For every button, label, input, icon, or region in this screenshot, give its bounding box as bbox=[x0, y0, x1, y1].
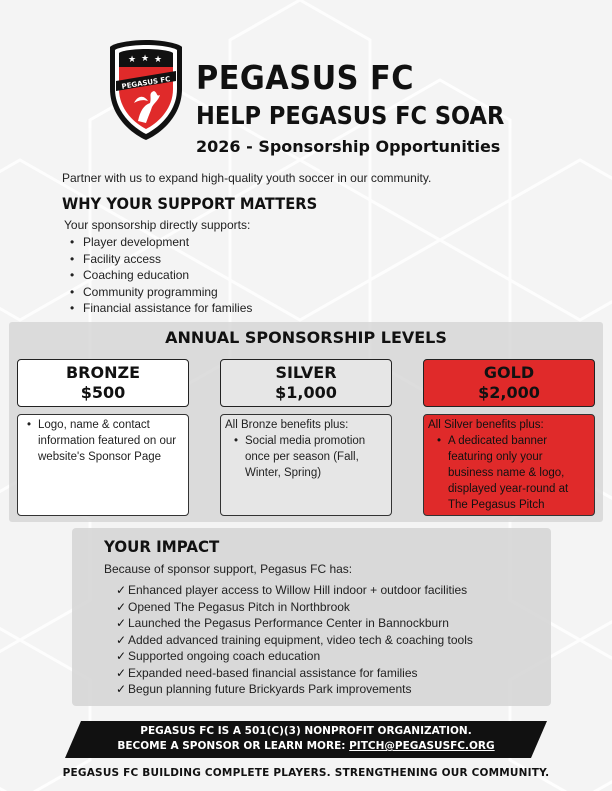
impact-section-lead: Because of sponsor support, Pegasus FC has: bbox=[104, 562, 353, 576]
intro-text: Partner with us to expand high-quality youth soccer in our community. bbox=[62, 171, 432, 185]
impact-list bbox=[116, 582, 473, 698]
list-item: • Social media promotion once per season (Fall, Winter, Spring) bbox=[231, 433, 387, 481]
page-headline: HELP PEGASUS FC SOAR bbox=[196, 101, 505, 130]
club-name: PEGASUS FC bbox=[196, 58, 414, 97]
list-item: ✓ Expanded need-based financial assistance for families bbox=[116, 665, 418, 680]
svg-text:★: ★ bbox=[128, 55, 137, 65]
nonprofit-banner-text bbox=[65, 724, 547, 754]
gold-benefits-lead: All Silver benefits plus: bbox=[428, 419, 544, 431]
bronze-tier-benefits bbox=[17, 414, 189, 516]
gold-tier-card bbox=[423, 359, 595, 407]
nonprofit-statement: PEGASUS FC IS A 501(C)(3) NONPROFIT ORGANIZATION. bbox=[140, 725, 472, 737]
list-item: • Coaching education bbox=[70, 267, 252, 284]
why-section-lead: Your sponsorship directly supports: bbox=[64, 218, 251, 232]
list-item: • Financial assistance for families bbox=[70, 300, 252, 317]
contact-line: BECOME A SPONSOR OR LEARN MORE: PITCH@PEGASUSFC.ORG bbox=[117, 740, 495, 752]
list-item: • A dedicated banner featuring only your business name & logo, displayed year-round at The Pegasus Pitch bbox=[434, 433, 590, 513]
pegasus-fc-crest-logo bbox=[108, 37, 184, 143]
silver-tier-price: $1,000 bbox=[275, 383, 337, 402]
list-item: • Player development bbox=[70, 234, 252, 251]
gold-tier-price: $2,000 bbox=[478, 383, 540, 402]
bronze-tier-card bbox=[17, 359, 189, 407]
silver-benefits-lead: All Bronze benefits plus: bbox=[225, 419, 349, 431]
list-item: ✓ Added advanced training equipment, video tech & coaching tools bbox=[116, 632, 473, 647]
checkmark-icon: ✓ bbox=[116, 599, 127, 614]
list-item: ✓ Supported ongoing coach education bbox=[116, 649, 321, 663]
page-subhead: 2026 - Sponsorship Opportunities bbox=[196, 137, 501, 156]
gold-tier-benefits bbox=[423, 414, 595, 516]
list-item: • Facility access bbox=[70, 251, 252, 268]
logo-text: PEGASUS FC bbox=[121, 75, 171, 91]
bronze-tier-name: BRONZE bbox=[65, 363, 141, 382]
impact-section-title: YOUR IMPACT bbox=[104, 537, 220, 556]
bronze-tier-price: $500 bbox=[80, 383, 126, 402]
checkmark-icon: ✓ bbox=[116, 682, 127, 696]
silver-tier-benefits bbox=[220, 414, 392, 516]
why-section-title: WHY YOUR SUPPORT MATTERS bbox=[62, 194, 318, 213]
gold-tier-name: GOLD bbox=[483, 363, 535, 382]
silver-tier-name: SILVER bbox=[275, 363, 337, 382]
footer-tagline: PEGASUS FC BUILDING COMPLETE PLAYERS. STRENGTHENING OUR COMMUNITY. bbox=[62, 767, 550, 779]
checkmark-icon: ✓ bbox=[116, 649, 127, 663]
svg-text:★: ★ bbox=[141, 54, 150, 64]
checkmark-icon: ✓ bbox=[116, 665, 127, 680]
list-item: ✓ Begun planning future Brickyards Park improvements bbox=[116, 682, 412, 696]
contact-email-link[interactable]: PITCH@PEGASUSFC.ORG bbox=[349, 740, 495, 752]
silver-tier-card bbox=[220, 359, 392, 407]
checkmark-icon: ✓ bbox=[116, 616, 127, 630]
list-item: • Community programming bbox=[70, 284, 252, 301]
svg-text:★: ★ bbox=[154, 55, 163, 65]
list-item: ✓ Opened The Pegasus Pitch in Northbrook bbox=[116, 599, 350, 614]
why-support-list bbox=[70, 234, 252, 317]
checkmark-icon: ✓ bbox=[116, 632, 127, 647]
levels-section-title: ANNUAL SPONSORSHIP LEVELS bbox=[165, 328, 447, 347]
checkmark-icon: ✓ bbox=[116, 583, 127, 597]
list-item: ✓ Enhanced player access to Willow Hill indoor + outdoor facilities bbox=[116, 583, 468, 597]
list-item: ✓ Launched the Pegasus Performance Center in Bannockburn bbox=[116, 616, 449, 630]
list-item: • Logo, name & contact information featured on our website's Sponsor Page bbox=[24, 417, 184, 465]
